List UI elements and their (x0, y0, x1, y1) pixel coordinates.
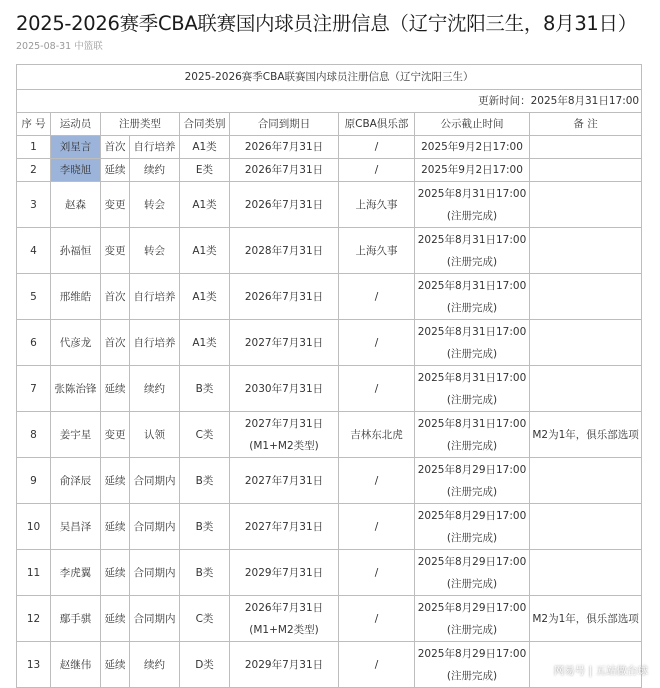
cell-no-text: 4 (30, 244, 37, 257)
cell-contract-class-text: C类 (195, 612, 214, 625)
update-time: 更新时间：2025年8月31日17:00 (17, 90, 642, 113)
table-row (17, 642, 642, 688)
cell-reg-type (101, 366, 130, 412)
cell-contract-class (180, 136, 230, 159)
cell-contract-class-text: A1类 (192, 198, 217, 211)
cell-deadline-text: (注册完成) (446, 393, 498, 406)
cell-player (51, 642, 101, 688)
cell-player (51, 274, 101, 320)
cell-no (17, 504, 51, 550)
cell-note (530, 366, 642, 412)
cell-player (51, 458, 101, 504)
cell-expiry-text: 2026年7月31日 (244, 141, 324, 153)
cell-reg-type (101, 274, 130, 320)
cell-deadline-text: (注册完成) (446, 347, 498, 360)
cell-contract-class (180, 642, 230, 688)
cell-former-club (339, 136, 415, 159)
cell-reg-subtype (130, 458, 180, 504)
cell-deadline (415, 228, 530, 274)
cell-deadline-text: (注册完成) (446, 623, 498, 636)
cell-reg-subtype-text: 合同期内 (133, 520, 176, 533)
cell-no (17, 458, 51, 504)
cell-no (17, 159, 51, 182)
cell-contract-class (180, 182, 230, 228)
cell-player-text: 赵继伟 (59, 658, 92, 671)
cell-deadline-text: 2025年8月31日17:00 (417, 187, 527, 200)
cell-note (530, 412, 642, 458)
cell-contract-class (180, 458, 230, 504)
cell-no-text: 9 (30, 474, 37, 487)
cell-player (51, 320, 101, 366)
cell-reg-type (101, 228, 130, 274)
cell-expiry (230, 458, 339, 504)
cell-deadline-text: 2025年9月2日17:00 (421, 164, 523, 176)
cell-reg-type (101, 136, 130, 159)
cell-expiry-text: 2026年7月31日 (244, 164, 324, 176)
cell-contract-class-text: A1类 (192, 141, 217, 153)
cell-expiry (230, 366, 339, 412)
cell-reg-subtype (130, 136, 180, 159)
cell-deadline (415, 159, 530, 182)
cell-former-club-text: / (374, 474, 379, 487)
cell-deadline-text: 2025年8月29日17:00 (417, 601, 527, 614)
cell-reg-type (101, 550, 130, 596)
cell-former-club-text: 上海久事 (355, 198, 398, 211)
cell-player (51, 366, 101, 412)
cell-contract-class-text: B类 (195, 382, 214, 395)
cell-former-club (339, 366, 415, 412)
cell-contract-class-text: E类 (195, 164, 214, 176)
cell-reg-subtype-text: 认领 (144, 428, 165, 441)
header-contract-class: 合同类别 (180, 113, 230, 136)
cell-player-text: 代彦龙 (59, 336, 92, 349)
cell-former-club (339, 596, 415, 642)
cell-reg-type-text: 延续 (104, 520, 126, 533)
cell-note (530, 228, 642, 274)
cell-expiry (230, 412, 339, 458)
header-reg-type: 注册类型 (101, 113, 180, 136)
cell-former-club-text: / (374, 336, 379, 349)
cell-no (17, 182, 51, 228)
table-row (17, 228, 642, 274)
cell-no (17, 642, 51, 688)
cell-reg-subtype-text: 转会 (144, 244, 165, 257)
table-row (17, 366, 642, 412)
article-meta (16, 38, 103, 52)
cell-deadline-text: (注册完成) (446, 439, 498, 452)
cell-player-text: 李晓旭 (59, 164, 92, 176)
cell-player-text: 孙福恒 (59, 244, 92, 257)
cell-note (530, 596, 642, 642)
cell-former-club (339, 320, 415, 366)
cell-deadline (415, 412, 530, 458)
watermark: 网易号 | 五站做台球 (553, 665, 648, 677)
cell-player-text: 赵森 (65, 198, 86, 211)
cell-reg-type-text: 延续 (104, 164, 126, 176)
cell-expiry (230, 550, 339, 596)
cell-reg-subtype-text: 续约 (144, 164, 165, 176)
table-header-row (17, 113, 642, 136)
cell-expiry (230, 182, 339, 228)
cell-former-club (339, 159, 415, 182)
cell-former-club (339, 504, 415, 550)
cell-note (530, 159, 642, 182)
cell-reg-type-text: 变更 (104, 428, 126, 441)
cell-no-text: 5 (30, 290, 37, 303)
cell-deadline-text: 2025年8月31日17:00 (417, 417, 527, 430)
cell-expiry (230, 504, 339, 550)
cell-deadline-text: 2025年8月29日17:00 (417, 509, 527, 522)
cell-reg-subtype-text: 自行培养 (133, 336, 176, 349)
cell-no-text: 11 (26, 566, 41, 579)
cell-reg-subtype (130, 642, 180, 688)
cell-deadline-text: 2025年8月29日17:00 (417, 555, 527, 568)
cell-reg-type-text: 首次 (104, 141, 126, 153)
cell-no-text: 13 (26, 658, 41, 671)
cell-reg-type-text: 延续 (104, 566, 126, 579)
cell-player-text: 刘星言 (59, 141, 92, 153)
cell-expiry-text: 2027年7月31日 (244, 417, 324, 430)
cell-expiry (230, 136, 339, 159)
cell-no (17, 366, 51, 412)
cell-former-club-text: 上海久事 (355, 244, 398, 257)
cell-no (17, 320, 51, 366)
cell-note (530, 458, 642, 504)
cell-former-club-text: / (374, 141, 379, 153)
cell-no-text: 7 (30, 382, 37, 395)
cell-deadline (415, 366, 530, 412)
cell-deadline (415, 596, 530, 642)
table-row (17, 182, 642, 228)
cell-deadline (415, 320, 530, 366)
cell-contract-class-text: B类 (195, 474, 214, 487)
cell-reg-type-text: 变更 (104, 244, 126, 257)
cell-deadline-text: (注册完成) (446, 209, 498, 222)
cell-reg-type (101, 412, 130, 458)
cell-expiry (230, 320, 339, 366)
cell-contract-class (180, 412, 230, 458)
cell-contract-class (180, 228, 230, 274)
cell-reg-subtype (130, 182, 180, 228)
cell-expiry-text: 2027年7月31日 (244, 474, 324, 487)
cell-reg-subtype (130, 159, 180, 182)
cell-deadline-text: 2025年8月31日17:00 (417, 371, 527, 384)
cell-reg-subtype-text: 续约 (144, 658, 165, 671)
cell-note-text: M2为1年，俱乐部选项 (532, 428, 639, 441)
cell-expiry-text: 2026年7月31日 (244, 290, 324, 303)
cell-reg-subtype (130, 274, 180, 320)
cell-expiry-text: 2030年7月31日 (244, 382, 324, 395)
cell-note (530, 550, 642, 596)
cell-reg-type-text: 首次 (104, 336, 126, 349)
cell-deadline (415, 642, 530, 688)
header-deadline: 公示截止时间 (415, 113, 530, 136)
cell-reg-subtype-text: 自行培养 (133, 141, 176, 153)
cell-player-text: 姜宇星 (59, 428, 92, 441)
cell-note (530, 274, 642, 320)
cell-expiry (230, 274, 339, 320)
cell-former-club (339, 182, 415, 228)
cell-former-club (339, 412, 415, 458)
cell-reg-subtype-text: 合同期内 (133, 474, 176, 487)
cell-contract-class-text: B类 (195, 566, 214, 579)
header-player: 运动员 (51, 113, 101, 136)
cell-reg-type (101, 458, 130, 504)
cell-expiry (230, 596, 339, 642)
cell-contract-class (180, 504, 230, 550)
cell-reg-type-text: 延续 (104, 658, 126, 671)
cell-player (51, 504, 101, 550)
cell-contract-class (180, 159, 230, 182)
cell-player-text: 李虎翼 (59, 566, 92, 579)
cell-deadline-text: (注册完成) (446, 669, 498, 682)
cell-contract-class-text: B类 (195, 520, 214, 533)
cell-contract-class-text: C类 (195, 428, 214, 441)
cell-expiry-text: (M1+M2类型) (249, 623, 319, 636)
cell-expiry (230, 228, 339, 274)
table-row (17, 412, 642, 458)
cell-note (530, 136, 642, 159)
cell-expiry-text: 2026年7月31日 (244, 198, 324, 211)
cell-former-club-text: / (374, 520, 379, 533)
cell-deadline-text: (注册完成) (446, 577, 498, 590)
table-row (17, 136, 642, 159)
cell-player-text: 邢维皓 (59, 290, 92, 303)
cell-former-club-text: 吉林东北虎 (350, 428, 403, 441)
cell-deadline (415, 136, 530, 159)
cell-player-text: 吴昌泽 (59, 520, 92, 533)
cell-contract-class (180, 596, 230, 642)
cell-contract-class-text: D类 (195, 658, 214, 671)
cell-reg-type (101, 642, 130, 688)
cell-reg-subtype (130, 320, 180, 366)
header-former-club: 原CBA俱乐部 (339, 113, 415, 136)
cell-note-text: M2为1年，俱乐部选项 (532, 612, 639, 625)
cell-expiry (230, 159, 339, 182)
cell-deadline (415, 274, 530, 320)
cell-player-text: 俞泽辰 (59, 474, 92, 487)
cell-former-club (339, 274, 415, 320)
cell-contract-class (180, 366, 230, 412)
table-row (17, 504, 642, 550)
header-expiry: 合同到期日 (230, 113, 339, 136)
cell-no-text: 10 (26, 520, 41, 533)
cell-player (51, 182, 101, 228)
cell-expiry-text: 2027年7月31日 (244, 520, 324, 533)
cell-reg-subtype-text: 合同期内 (133, 612, 176, 625)
cell-reg-subtype (130, 550, 180, 596)
cell-reg-subtype (130, 228, 180, 274)
cell-reg-subtype (130, 504, 180, 550)
article-title: 2025-2026赛季CBA联赛国内球员注册信息（辽宁沈阳三生，8月31日） (16, 12, 637, 35)
cell-player (51, 550, 101, 596)
cell-contract-class-text: A1类 (192, 244, 217, 257)
table-row (17, 550, 642, 596)
cell-player (51, 412, 101, 458)
cell-no (17, 274, 51, 320)
cell-expiry-text: 2027年7月31日 (244, 336, 324, 349)
cell-no (17, 136, 51, 159)
cell-former-club-text: / (374, 164, 379, 176)
cell-no-text: 2 (30, 164, 37, 176)
cell-no (17, 550, 51, 596)
cell-player-text: 张陈治锋 (54, 382, 97, 395)
cell-deadline (415, 458, 530, 504)
cell-contract-class (180, 274, 230, 320)
cell-note (530, 320, 642, 366)
cell-no (17, 228, 51, 274)
cell-player (51, 596, 101, 642)
cell-reg-type-text: 延续 (104, 612, 126, 625)
cell-deadline (415, 504, 530, 550)
cell-deadline-text: 2025年8月29日17:00 (417, 463, 527, 476)
header-no: 序 号 (17, 113, 51, 136)
cell-no (17, 412, 51, 458)
cell-player-text: 鄢手骐 (59, 612, 92, 625)
cell-note (530, 182, 642, 228)
cell-note (530, 504, 642, 550)
cell-former-club-text: / (374, 382, 379, 395)
cell-former-club-text: / (374, 612, 379, 625)
cell-deadline-text: 2025年8月31日17:00 (417, 279, 527, 292)
cell-deadline-text: (注册完成) (446, 485, 498, 498)
header-note: 备 注 (530, 113, 642, 136)
cell-reg-type-text: 变更 (104, 198, 126, 211)
cell-contract-class-text: A1类 (192, 336, 217, 349)
cell-former-club-text: / (374, 566, 379, 579)
cell-no-text: 12 (26, 612, 41, 625)
article-date: 2025-08-31 (16, 41, 72, 52)
cell-contract-class (180, 550, 230, 596)
cell-reg-subtype (130, 412, 180, 458)
cell-former-club-text: / (374, 658, 379, 671)
cell-reg-type (101, 159, 130, 182)
cell-reg-type (101, 596, 130, 642)
cell-expiry-text: (M1+M2类型) (249, 439, 319, 452)
cell-reg-type (101, 504, 130, 550)
cell-no-text: 8 (30, 428, 37, 441)
cell-deadline (415, 182, 530, 228)
table-row (17, 596, 642, 642)
cell-expiry-text: 2028年7月31日 (244, 244, 324, 257)
cell-expiry-text: 2026年7月31日 (244, 601, 324, 614)
cell-deadline (415, 550, 530, 596)
cell-reg-type-text: 延续 (104, 474, 126, 487)
cell-former-club (339, 642, 415, 688)
cell-reg-subtype-text: 自行培养 (133, 290, 176, 303)
cell-deadline-text: 2025年8月31日17:00 (417, 325, 527, 338)
cell-player (51, 136, 101, 159)
cell-no-text: 6 (30, 336, 37, 349)
cell-former-club-text: / (374, 290, 379, 303)
cell-player (51, 228, 101, 274)
cell-expiry (230, 642, 339, 688)
cell-player (51, 159, 101, 182)
cell-expiry-text: 2029年7月31日 (244, 658, 324, 671)
table-caption: 2025-2026赛季CBA联赛国内球员注册信息（辽宁沈阳三生） (17, 65, 642, 90)
table-row (17, 159, 642, 182)
article-source[interactable]: 中篮联 (74, 41, 103, 52)
cell-reg-subtype-text: 续约 (144, 382, 165, 395)
cell-former-club (339, 550, 415, 596)
registration-table (16, 64, 642, 688)
cell-deadline-text: 2025年8月31日17:00 (417, 233, 527, 246)
cell-expiry-text: 2029年7月31日 (244, 566, 324, 579)
cell-deadline-text: 2025年8月29日17:00 (417, 647, 527, 660)
table-row (17, 458, 642, 504)
cell-no-text: 1 (30, 141, 37, 153)
cell-reg-type (101, 320, 130, 366)
table-row (17, 320, 642, 366)
cell-reg-type-text: 首次 (104, 290, 126, 303)
cell-deadline-text: (注册完成) (446, 531, 498, 544)
cell-reg-subtype (130, 366, 180, 412)
table-row (17, 274, 642, 320)
cell-no (17, 596, 51, 642)
cell-reg-subtype-text: 合同期内 (133, 566, 176, 579)
cell-no-text: 3 (30, 198, 37, 211)
cell-reg-type-text: 延续 (104, 382, 126, 395)
cell-reg-subtype (130, 596, 180, 642)
cell-deadline-text: (注册完成) (446, 301, 498, 314)
cell-reg-type (101, 182, 130, 228)
cell-deadline-text: (注册完成) (446, 255, 498, 268)
cell-reg-subtype-text: 转会 (144, 198, 165, 211)
cell-former-club (339, 228, 415, 274)
cell-contract-class-text: A1类 (192, 290, 217, 303)
cell-former-club (339, 458, 415, 504)
cell-deadline-text: 2025年9月2日17:00 (421, 141, 523, 153)
cell-contract-class (180, 320, 230, 366)
